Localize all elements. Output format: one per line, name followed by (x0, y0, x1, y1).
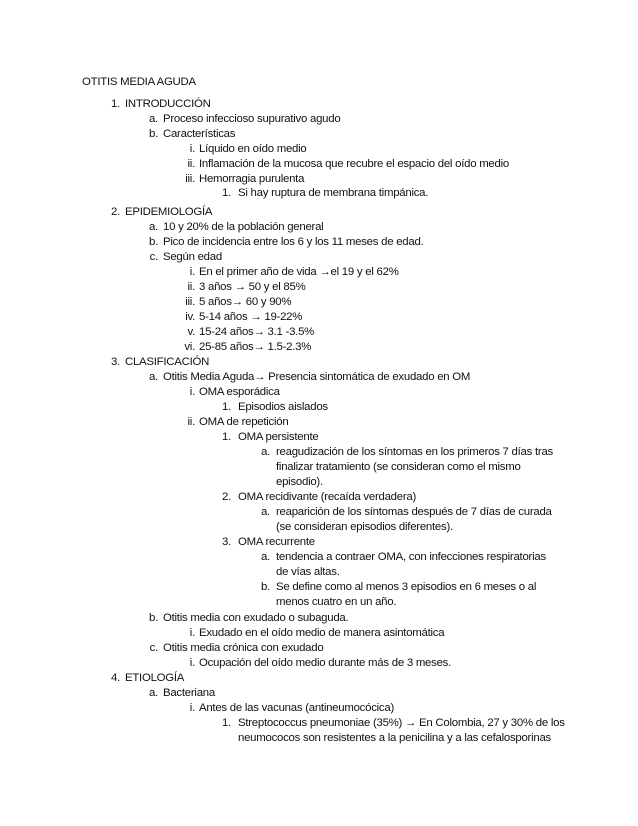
list-marker: i. (189, 143, 195, 155)
list-item-text: Ocupación del oído medio durante más de 3 meses. (199, 657, 452, 669)
list-marker: 1. (111, 98, 120, 110)
list-marker: 1. (222, 431, 231, 443)
list-item-text: 10 y 20% de la población general (163, 221, 324, 233)
list-item-text: Inflamación de la mucosa que recubre el espacio del oído medio (199, 158, 509, 170)
list-item-text: En el primer año de vida →el 19 y el 62% (199, 266, 399, 278)
list-marker: 4. (111, 672, 120, 684)
list-item-text: Otitis media crónica con exudado (163, 642, 324, 654)
list-item-text: OMA persistente (238, 431, 319, 443)
list-item-text: Bacteriana (163, 687, 215, 699)
list-item-text: OMA de repetición (199, 416, 289, 428)
list-marker: iii. (185, 296, 195, 308)
list-item-text: reagudización de los síntomas en los primeros 7 días tras (276, 446, 553, 458)
list-item-text: INTRODUCCIÓN (125, 98, 211, 110)
list-item-text: Si hay ruptura de membrana timpánica. (238, 187, 429, 199)
list-item-text: 3 años → 50 y el 85% (199, 281, 306, 293)
list-marker: v. (187, 326, 195, 338)
list-item-text: ETIOLOGÍA (125, 672, 185, 684)
list-item-text: (se consideran episodios diferentes). (276, 521, 453, 533)
list-item-text: episodio). (276, 476, 323, 488)
list-marker: b. (149, 236, 158, 248)
list-item-text: tendencia a contraer OMA, con infecciones respiratorias (276, 551, 546, 563)
list-item-text: Proceso infeccioso supurativo agudo (163, 113, 341, 125)
list-item-text: OMA recidivante (recaída verdadera) (238, 491, 417, 503)
list-marker: ii. (187, 281, 195, 293)
list-item-text: EPIDEMIOLOGÍA (125, 206, 213, 218)
list-marker: c. (149, 251, 158, 263)
list-item-text: 25-85 años→ 1.5-2.3% (199, 341, 312, 353)
list-marker: 1. (222, 717, 231, 729)
list-marker: a. (261, 506, 270, 518)
list-item-text: de vías altas. (276, 566, 340, 578)
list-item-text: Episodios aislados (238, 401, 328, 413)
list-marker: ii. (187, 416, 195, 428)
list-marker: i. (189, 266, 195, 278)
list-item-text: 15-24 años→ 3.1 -3.5% (199, 326, 315, 338)
list-marker: a. (261, 446, 270, 458)
list-item-text: Se define como al menos 3 episodios en 6 meses o al (276, 581, 537, 593)
list-marker: b. (149, 128, 158, 140)
document-title: OTITIS MEDIA AGUDA (82, 76, 196, 88)
list-item-text: OMA esporádica (199, 386, 280, 398)
list-marker: b. (261, 581, 270, 593)
list-marker: iii. (185, 173, 195, 185)
list-marker: b. (149, 612, 158, 624)
list-item-text: 5 años→ 60 y 90% (199, 296, 292, 308)
list-marker: i. (189, 702, 195, 714)
list-marker: c. (149, 642, 158, 654)
list-item-text: 5-14 años → 19-22% (199, 311, 303, 323)
list-item-text: Características (163, 128, 236, 140)
list-marker: 1. (222, 187, 231, 199)
list-marker: a. (261, 551, 270, 563)
list-item-text: Otitis media con exudado o subaguda. (163, 612, 349, 624)
list-item-text: reaparición de los síntomas después de 7 días de curada (276, 506, 552, 518)
list-item-text: Otitis Media Aguda→ Presencia sintomática de exudado en OM (163, 371, 471, 383)
list-marker: 3. (111, 356, 120, 368)
list-marker: ii. (187, 158, 195, 170)
list-marker: a. (149, 113, 158, 125)
list-marker: 2. (111, 206, 120, 218)
list-item-text: Pico de incidencia entre los 6 y los 11 meses de edad. (163, 236, 424, 248)
list-item-text: Streptococcus pneumoniae (35%) → En Colombia, 27 y 30% de los (238, 717, 565, 729)
list-item-text: Exudado en el oído medio de manera asintomática (199, 627, 445, 639)
list-marker: a. (149, 221, 158, 233)
list-marker: 2. (222, 491, 231, 503)
list-item-text: menos cuatro en un año. (276, 596, 397, 608)
list-item-text: Según edad (163, 251, 222, 263)
list-marker: a. (149, 371, 158, 383)
list-marker: a. (149, 687, 158, 699)
list-item-text: finalizar tratamiento (se consideran como el mismo (276, 461, 521, 473)
list-marker: 1. (222, 401, 231, 413)
list-marker: i. (189, 627, 195, 639)
list-item-text: Líquido en oído medio (199, 143, 307, 155)
list-item-text: CLASIFICACIÓN (125, 356, 210, 368)
list-marker: i. (189, 386, 195, 398)
list-item-text: Antes de las vacunas (antineumocócica) (199, 702, 395, 714)
list-marker: iv. (185, 311, 195, 323)
list-item-text: neumococos son resistentes a la penicilina y a las cefalosporinas (238, 732, 551, 744)
list-marker: vi. (184, 341, 195, 353)
list-item-text: Hemorragia purulenta (199, 173, 305, 185)
list-marker: 3. (222, 536, 231, 548)
list-item-text: OMA recurrente (238, 536, 315, 548)
list-marker: i. (189, 657, 195, 669)
